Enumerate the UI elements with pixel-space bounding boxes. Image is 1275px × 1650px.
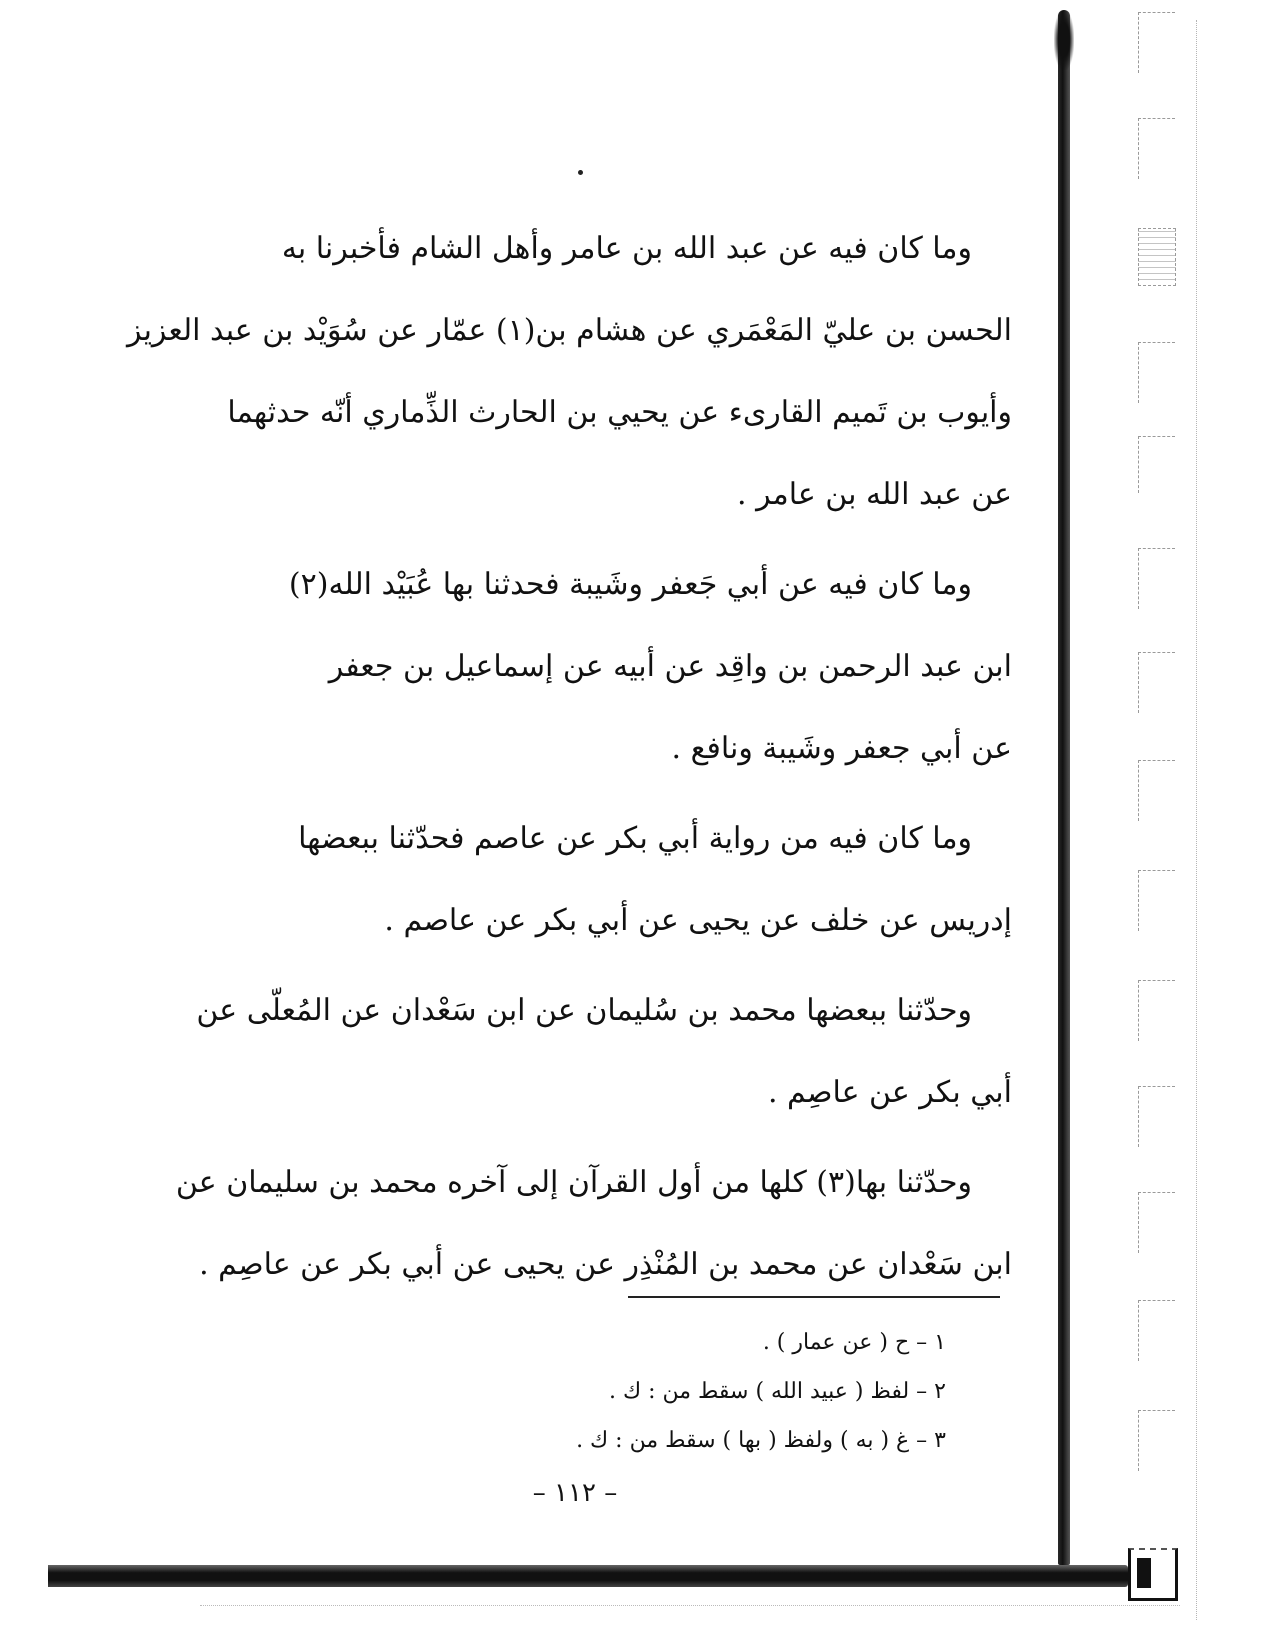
text-line: وحدّثنا بها(٣) كلها من أول القرآن إلى آخره محمد بن سليمان عن (175, 1165, 972, 1200)
footnote-separator (628, 1296, 1000, 1298)
page-number: – ١١٢ – (532, 1478, 618, 1508)
footnote: ٢ – لفظ ( عبيد الله ) سقط من : ك . (609, 1379, 946, 1404)
margin-tab-marker (1138, 342, 1175, 403)
page-edge-line (1196, 20, 1197, 1620)
margin-tab-marker (1138, 1086, 1175, 1147)
text-line: وما كان فيه من رواية أبي بكر عن عاصم فحدّثنا ببعضها (298, 821, 972, 856)
text-line: أبي بكر عن عاصِم . (767, 1075, 1012, 1110)
margin-tab-marker (1138, 436, 1175, 493)
main-text (127, 208, 1012, 1314)
footnote: ٣ – غ ( به ) ولفظ ( بها ) سقط من : ك . (576, 1428, 946, 1453)
footnotes (420, 1318, 946, 1465)
binding-edge-top (1054, 10, 1074, 70)
text-line: ابن عبد الرحمن بن واقِد عن أبيه عن إسماعيل بن جعفر (328, 649, 1012, 684)
margin-tab-marker (1138, 1192, 1175, 1253)
margin-tab-marker (1138, 228, 1176, 286)
text-line: وما كان فيه عن عبد الله بن عامر وأهل الشام فأخبرنا به (281, 231, 972, 266)
margin-tab-marker (1138, 760, 1175, 821)
corner-clip (1128, 1548, 1178, 1601)
text-line: ابن سَعْدان عن محمد بن المُنْذِر عن يحيى عن أبي بكر عن عاصِم . (199, 1247, 1012, 1282)
text-line: عن أبي جعفر وشَيبة ونافع . (671, 731, 1012, 766)
text-line: وحدّثنا ببعضها محمد بن سُليمان عن ابن سَعْدان عن المُعلّى عن (196, 993, 972, 1028)
paragraph (127, 208, 1012, 536)
margin-tab-marker (1138, 870, 1175, 931)
paragraph (175, 1142, 1012, 1306)
margin-tab-marker (1138, 1410, 1175, 1471)
text-line: عن عبد الله بن عامر . (737, 477, 1012, 512)
margin-tab-marker (1138, 118, 1175, 179)
binding-edge (1058, 10, 1070, 1565)
scan-speck (578, 170, 583, 175)
text-line: الحسن بن عليّ المَعْمَري عن هشام بن(١) عمّار عن سُوَيْد بن عبد العزيز (127, 313, 1012, 348)
paragraph (200, 798, 1012, 962)
margin-tab-marker (1138, 12, 1175, 73)
text-line: وأيوب بن تَميم القارىء عن يحيي بن الحارث الذِّماري أنّه حدثهما (227, 395, 1012, 430)
margin-tab-marker (1138, 548, 1175, 609)
footnote: ١ – ح ( عن عمار ) . (762, 1330, 946, 1355)
margin-tab-marker (1138, 652, 1175, 713)
paragraph (200, 544, 1012, 790)
bottom-binding-band (48, 1565, 1128, 1587)
paragraph (196, 970, 1012, 1134)
margin-tab-marker (1138, 1300, 1175, 1361)
text-line: وما كان فيه عن أبي جَعفر وشَيبة فحدثنا بها عُبَيْد الله(٢) (288, 567, 972, 602)
scan-noise-line (200, 1605, 1180, 1606)
text-line: إدريس عن خلف عن يحيى عن أبي بكر عن عاصم . (384, 903, 1012, 938)
margin-tab-marker (1138, 980, 1175, 1041)
